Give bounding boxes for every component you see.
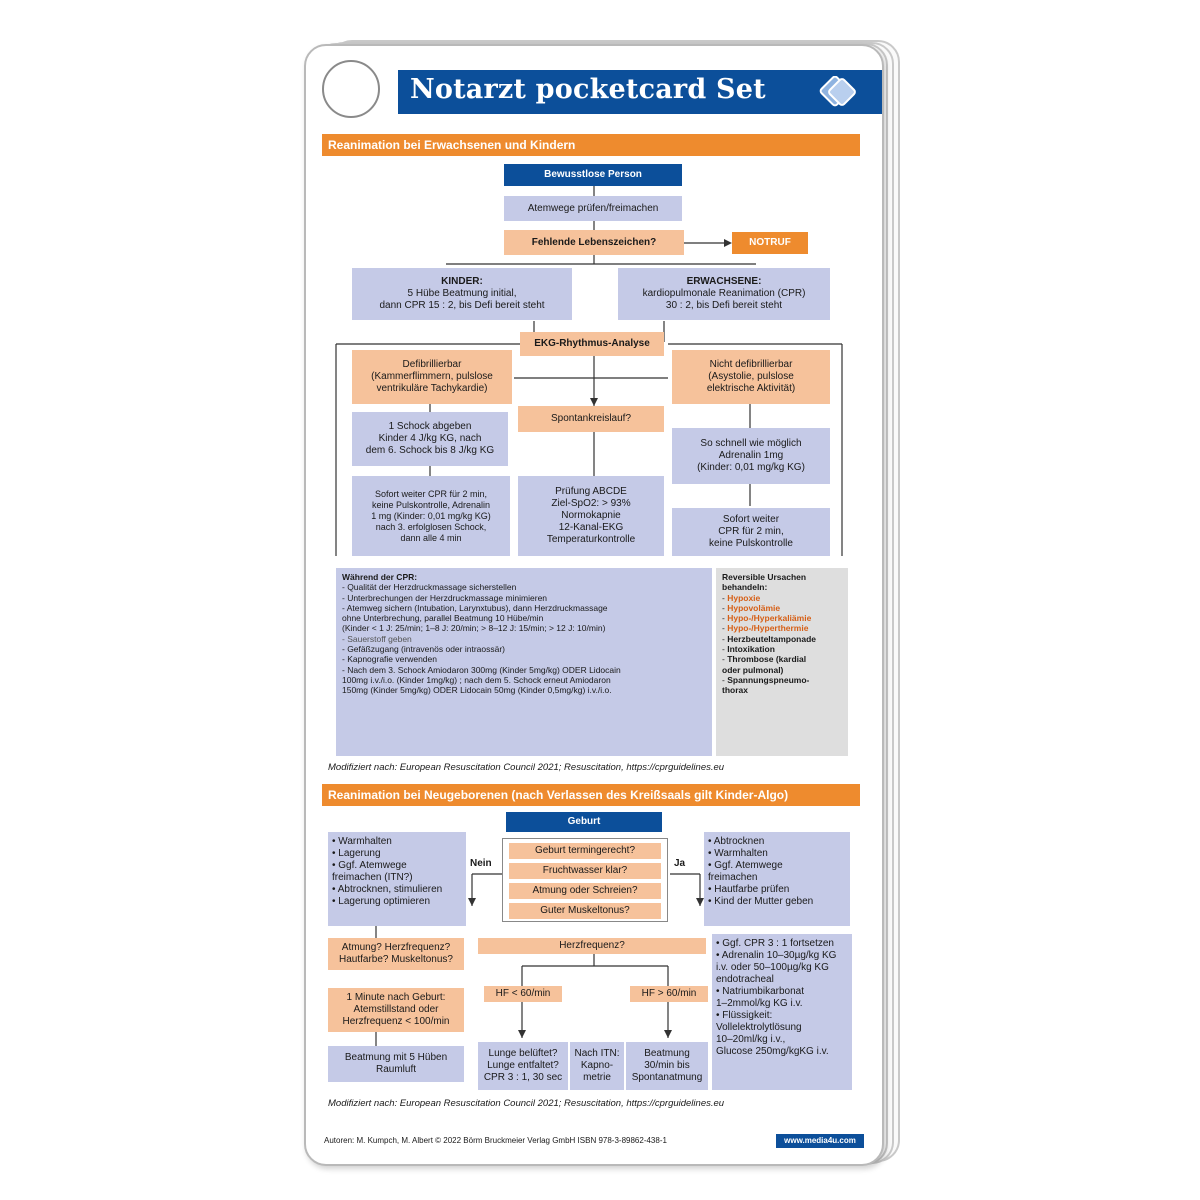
- card-title: Notarzt pocketcard Set: [410, 74, 766, 105]
- right-care-item: • Warmhalten: [708, 848, 768, 859]
- node-eine-minute: 1 Minute nach Geburt: Atemstillstand oder Herzfrequenz < 100/min: [328, 988, 464, 1032]
- source-reanimation: Modifiziert nach: European Resuscitation Council 2021; Resuscitation, https://cprguidelines.eu: [328, 762, 725, 773]
- node-lunge: Lunge belüftet? Lunge entfaltet? CPR 3 : 1, 30 sec: [478, 1042, 568, 1090]
- question-item: Geburt termingerecht?: [509, 843, 661, 859]
- waehrend-item: - Sauerstoff geben: [342, 633, 412, 644]
- waehrend-item: - Qualität der Herzdruckmassage sicherstellen: [342, 582, 517, 593]
- reversible-ursachen-box: [716, 568, 848, 756]
- waehrend-cpr-box: [336, 568, 712, 756]
- meds-item: • Adrenalin 10–30µg/kg KG i.v. oder 50–100µg/kg KG endotracheal: [716, 950, 837, 985]
- erwachsene-title: ERWACHSENE:: [686, 276, 762, 287]
- node-adrenalin: So schnell wie möglich Adrenalin 1mg (Kinder: 0,01 mg/kg KG): [672, 428, 830, 484]
- node-spontankreislauf: Spontankreislauf?: [518, 406, 664, 432]
- node-schock: 1 Schock abgeben Kinder 4 J/kg KG, nach dem 6. Schock bis 8 J/kg KG: [352, 412, 508, 466]
- node-herzfrequenz: Herzfrequenz?: [478, 938, 706, 954]
- node-bewusstlose-person: Bewusstlose Person: [504, 164, 682, 186]
- waehrend-item: - Atemweg sichern (Intubation, Larynxtubus), dann Herzdruckmassage ohne Unterbrechung, parallel Beatmung 10 Hübe/min (Kinder < 1 J: 25/min; 1–8 J: 20/min; > 8–12 J: 15/min; > 12 J: 10/min): [342, 602, 608, 634]
- kinder-title: KINDER:: [441, 276, 483, 287]
- node-notruf: NOTRUF: [732, 232, 808, 254]
- reversible-title: Reversible Ursachen behandeln:: [722, 572, 807, 593]
- question-item: Guter Muskeltonus?: [509, 903, 661, 919]
- right-care-item: • Abtrocknen: [708, 836, 765, 847]
- meds-item: • Natriumbikarbonat 1–2mmol/kg KG i.v.: [716, 986, 804, 1009]
- meds-item: • Ggf. CPR 3 : 1 fortsetzen: [716, 938, 834, 949]
- reversible-item: - Hypovolämie: [722, 602, 781, 613]
- waehrend-title: Während der CPR:: [342, 572, 418, 582]
- node-beatmung-spontan: Beatmung 30/min bis Spontanatmung: [626, 1042, 708, 1090]
- node-kinder: [352, 268, 572, 320]
- label-ja: Ja: [674, 858, 686, 869]
- left-care-item: • Lagerung optimieren: [332, 896, 431, 907]
- erwachsene-text: kardiopulmonale Reanimation (CPR) 30 : 2, bis Defi bereit steht: [642, 288, 806, 311]
- waehrend-item: - Unterbrechungen der Herzdruckmassage minimieren: [342, 592, 548, 603]
- footer-authors: Autoren: M. Kumpch, M. Albert © 2022 Börm Bruckmeier Verlag GmbH ISBN 978-3-89862-438-1: [324, 1136, 667, 1145]
- node-ekg-analyse: EKG-Rhythmus-Analyse: [520, 332, 664, 356]
- node-hf-niedrig: HF < 60/min: [484, 986, 562, 1002]
- left-care-box: [328, 832, 466, 926]
- reversible-item: - Hypoxie: [722, 592, 761, 603]
- section-header-neugeborene: Reanimation bei Neugeborenen (nach Verlassen des Kreißsaals gilt Kinder-Algo): [322, 784, 860, 806]
- node-nach-itn: Nach ITN: Kapno- metrie: [570, 1042, 624, 1090]
- node-defibrillierbar: Defibrillierbar (Kammerflimmern, pulslose ventrikuläre Tachykardie): [352, 350, 512, 404]
- reversible-item: - Hypo-/Hyperthermie: [722, 623, 809, 634]
- waehrend-item: - Nach dem 3. Schock Amiodaron 300mg (Kinder 5mg/kg) ODER Lidocain 100mg i.v./i.o. (Kinder 1mg/kg) ; nach dem 5. Schock erneut Amiodaron 150mg (Kinder 5mg/kg) ODER Lidocain 50mg (Kinder 0,5mg/kg) i.v./i.o.: [342, 664, 621, 696]
- node-sofort-weiter-right: Sofort weiter CPR für 2 min, keine Pulskontrolle: [672, 508, 830, 556]
- waehrend-item: - Kapnografie verwenden: [342, 654, 437, 665]
- left-care-item: • Ggf. Atemwege freimachen (ITN?): [332, 860, 413, 883]
- node-hf-hoch: HF > 60/min: [630, 986, 708, 1002]
- reversible-item: - Intoxikation: [722, 644, 775, 655]
- question-item: Fruchtwasser klar?: [509, 863, 661, 879]
- right-care-item: • Ggf. Atemwege freimachen: [708, 860, 783, 883]
- node-pruefung-abcde: Prüfung ABCDE Ziel-SpO2: > 93% Normokapnie 12-Kanal-EKG Temperaturkontrolle: [518, 476, 664, 556]
- right-care-item: • Hautfarbe prüfen: [708, 884, 790, 895]
- reversible-item: - Hypo-/Hyperkaliämie: [722, 613, 812, 624]
- meds-item: • Flüssigkeit: Vollelektrolytlösung 10–20ml/kg i.v., Glucose 250mg/kgKG i.v.: [716, 1010, 829, 1057]
- kinder-text: 5 Hübe Beatmung initial, dann CPR 15 : 2, bis Defi bereit steht: [379, 288, 545, 311]
- pocketcard: [304, 44, 884, 1166]
- node-erwachsene: [618, 268, 830, 320]
- left-care-item: • Warmhalten: [332, 836, 392, 847]
- node-beatmung-raumluft: Beatmung mit 5 Hüben Raumluft: [328, 1046, 464, 1082]
- left-care-item: • Lagerung: [332, 848, 381, 859]
- node-fehlende-lebenszeichen: Fehlende Lebenszeichen?: [504, 230, 684, 255]
- waehrend-item: - Gefäßzugang (intravenös oder intraossär): [342, 644, 505, 655]
- questions-group: [502, 838, 668, 922]
- reversible-item: - Thrombose (kardial oder pulmonal): [722, 654, 807, 675]
- label-nein: Nein: [470, 858, 492, 869]
- reversible-item: - Herzbeuteltamponade: [722, 633, 816, 644]
- meds-box: [712, 934, 852, 1090]
- node-nicht-defibrillierbar: Nicht defibrillierbar (Asystolie, pulslose elektrische Aktivität): [672, 350, 830, 404]
- node-geburt: Geburt: [506, 812, 662, 832]
- reversible-item: - Spannungspneumo- thorax: [722, 674, 810, 696]
- section-header-reanimation: Reanimation bei Erwachsenen und Kindern: [322, 134, 860, 156]
- right-care-box: [704, 832, 850, 926]
- question-item: Atmung oder Schreien?: [509, 883, 661, 899]
- left-care-item: • Abtrocknen, stimulieren: [332, 884, 443, 895]
- node-atmung-herzfrequenz: Atmung? Herzfrequenz? Hautfarbe? Muskeltonus?: [328, 938, 464, 970]
- right-care-item: • Kind der Mutter geben: [708, 896, 814, 907]
- publisher-logo: www.media4u.com: [776, 1134, 864, 1148]
- node-atemwege: Atemwege prüfen/freimachen: [504, 196, 682, 221]
- source-neugeborene: Modifiziert nach: European Resuscitation Council 2021; Resuscitation, https://cprguidelines.eu: [328, 1098, 725, 1109]
- node-sofort-weiter-left: Sofort weiter CPR für 2 min, keine Pulskontrolle, Adrenalin 1 mg (Kinder: 0,01 mg/kg KG) nach 3. erfolglosen Schock, dann alle 4 min: [352, 476, 510, 556]
